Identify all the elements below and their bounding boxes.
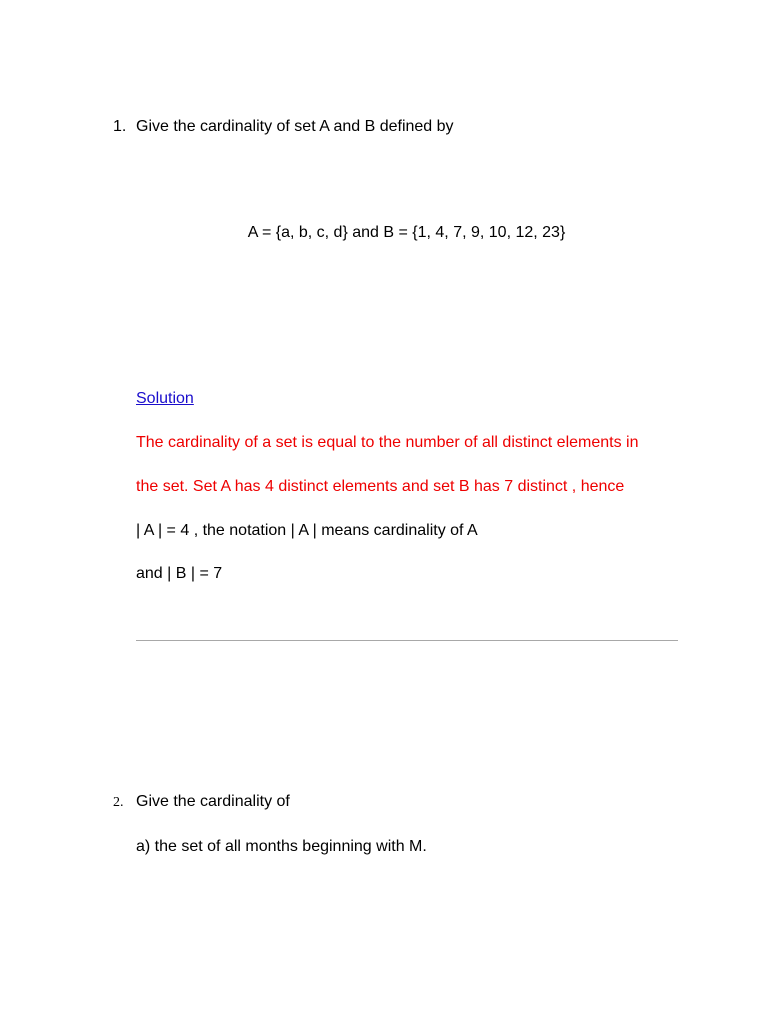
question-2-number: 2. — [113, 795, 124, 810]
solution-line-4: and | B | = 7 — [136, 565, 223, 582]
question-2-text: Give the cardinality of — [136, 793, 290, 810]
horizontal-divider — [136, 640, 678, 641]
question-1-formula: A = {a, b, c, d} and B = {1, 4, 7, 9, 10, 12, 23} — [247, 224, 566, 241]
solution-line-3: | A | = 4 , the notation | A | means cardinality of A — [136, 522, 478, 539]
solution-link[interactable]: Solution — [136, 390, 194, 407]
solution-line-1: The cardinality of a set is equal to the number of all distinct elements in — [136, 434, 639, 451]
question-2-part-a: a) the set of all months beginning with M. — [136, 838, 427, 855]
question-1-text: Give the cardinality of set A and B defined by — [136, 118, 454, 135]
question-1-number: 1. — [113, 118, 127, 135]
solution-line-2: the set. Set A has 4 distinct elements and set B has 7 distinct , hence — [136, 478, 625, 495]
